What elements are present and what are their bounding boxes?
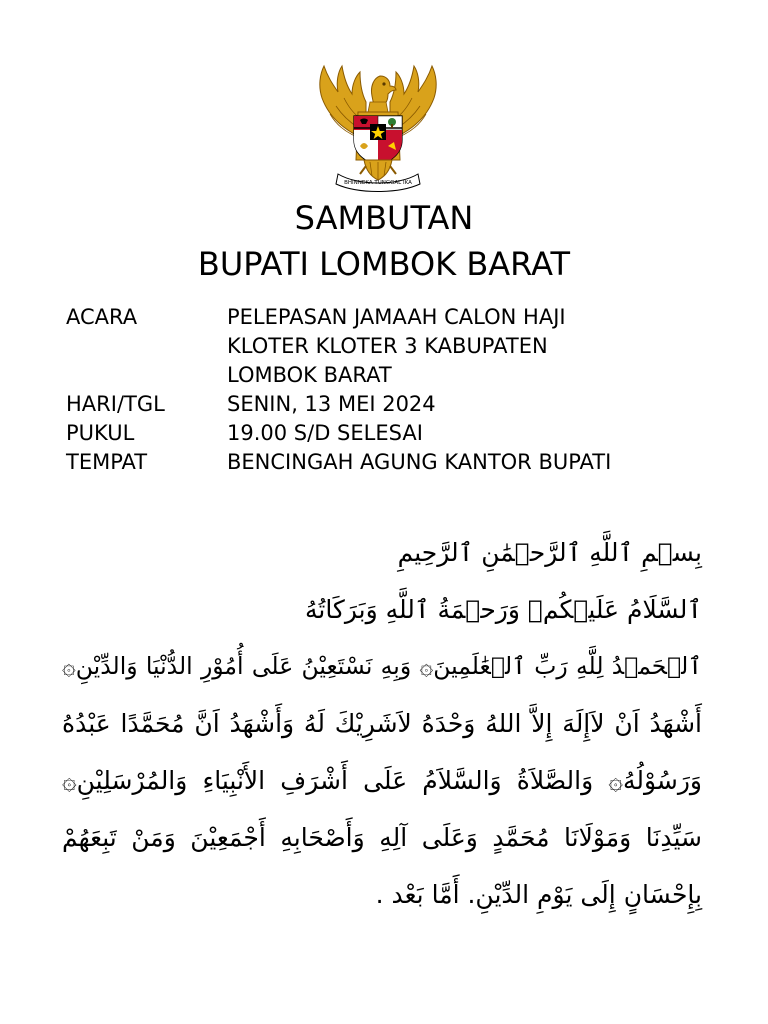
info-label: TEMPAT: [66, 450, 148, 474]
info-row-acara: [66, 303, 726, 390]
info-value: [227, 303, 726, 390]
arabic-line: سَيِّدِنَا وَمَوْلَانَا مُحَمَّدٍ وَعَلَى آلِهِ وَأَصْحَابِهِ أَجْمَعِيْنَ وَمَنْ تَبِعَهُمْ: [62, 823, 702, 852]
info-label: HARI/TGL: [66, 392, 165, 416]
arabic-line: وَرَسُوْلُهُ۞ وَالصَّلاَةُ وَالسَّلاَمُ عَلَى أَشْرَفِ الأَنْبِيَاءِ وَالمُرْسَلِيْنِ۞: [62, 766, 702, 795]
info-value: [227, 390, 726, 419]
arabic-line: ٱلۡحَمۡدُ لِلَّهِ رَبِّ ٱلۡعَٰلَمِينَ۞ وَبِهِ نَسْتَعِيْنُ عَلَى أُمُوْرِ الدُّنْيَا وَالدِّيْنِ۞: [62, 652, 702, 680]
info-value-line: LOMBOK BARAT: [227, 363, 392, 387]
info-value-line: PELEPASAN JAMAAH CALON HAJI: [227, 305, 566, 329]
arabic-line: بِإِحْسَانٍ إِلَى يَوْمِ الدِّيْنِ. أَمَّا بَعْد .: [375, 880, 702, 909]
event-info-table: [66, 303, 726, 477]
arabic-line-salam: ٱلسَّلَامُ عَلَيۡكُمۡ وَرَحۡمَةُ ٱللَّهِ وَبَرَكَاتُهُ: [304, 595, 702, 624]
info-row-tempat: [66, 448, 726, 477]
info-value-line: 19.00 S/D SELESAI: [227, 421, 423, 445]
info-value: [227, 448, 726, 477]
info-row-hari-tgl: [66, 390, 726, 419]
arabic-line-basmalah: بِسۡمِ ٱللَّهِ ٱلرَّحۡمَٰنِ ٱلرَّحِيمِ: [397, 538, 702, 567]
info-label: PUKUL: [66, 421, 135, 445]
info-value-line: SENIN, 13 MEI 2024: [227, 392, 436, 416]
info-value: [227, 419, 726, 448]
page-subtitle: BUPATI LOMBOK BARAT: [197, 245, 571, 283]
garuda-pancasila-emblem-icon: [308, 62, 448, 194]
arabic-opening-text: [62, 524, 702, 923]
info-value-line: BENCINGAH AGUNG KANTOR BUPATI: [227, 450, 612, 474]
info-label: ACARA: [66, 305, 138, 329]
page-title: SAMBUTAN: [294, 199, 474, 237]
arabic-line: أَشْهَدُ اَنْ لاَإِلَهَ إِلاَّ اللهُ وَحْدَهُ لاَشَرِيْكَ لَهُ وَأَشْهَدُ اَنَّ مُحَمَّدًا عَبْدُهُ: [62, 709, 702, 738]
info-row-pukul: [66, 419, 726, 448]
info-value-line: KLOTER KLOTER 3 KABUPATEN: [227, 334, 548, 358]
svg-text:BHINNEKA TUNGGAL IKA: BHINNEKA TUNGGAL IKA: [344, 180, 412, 186]
